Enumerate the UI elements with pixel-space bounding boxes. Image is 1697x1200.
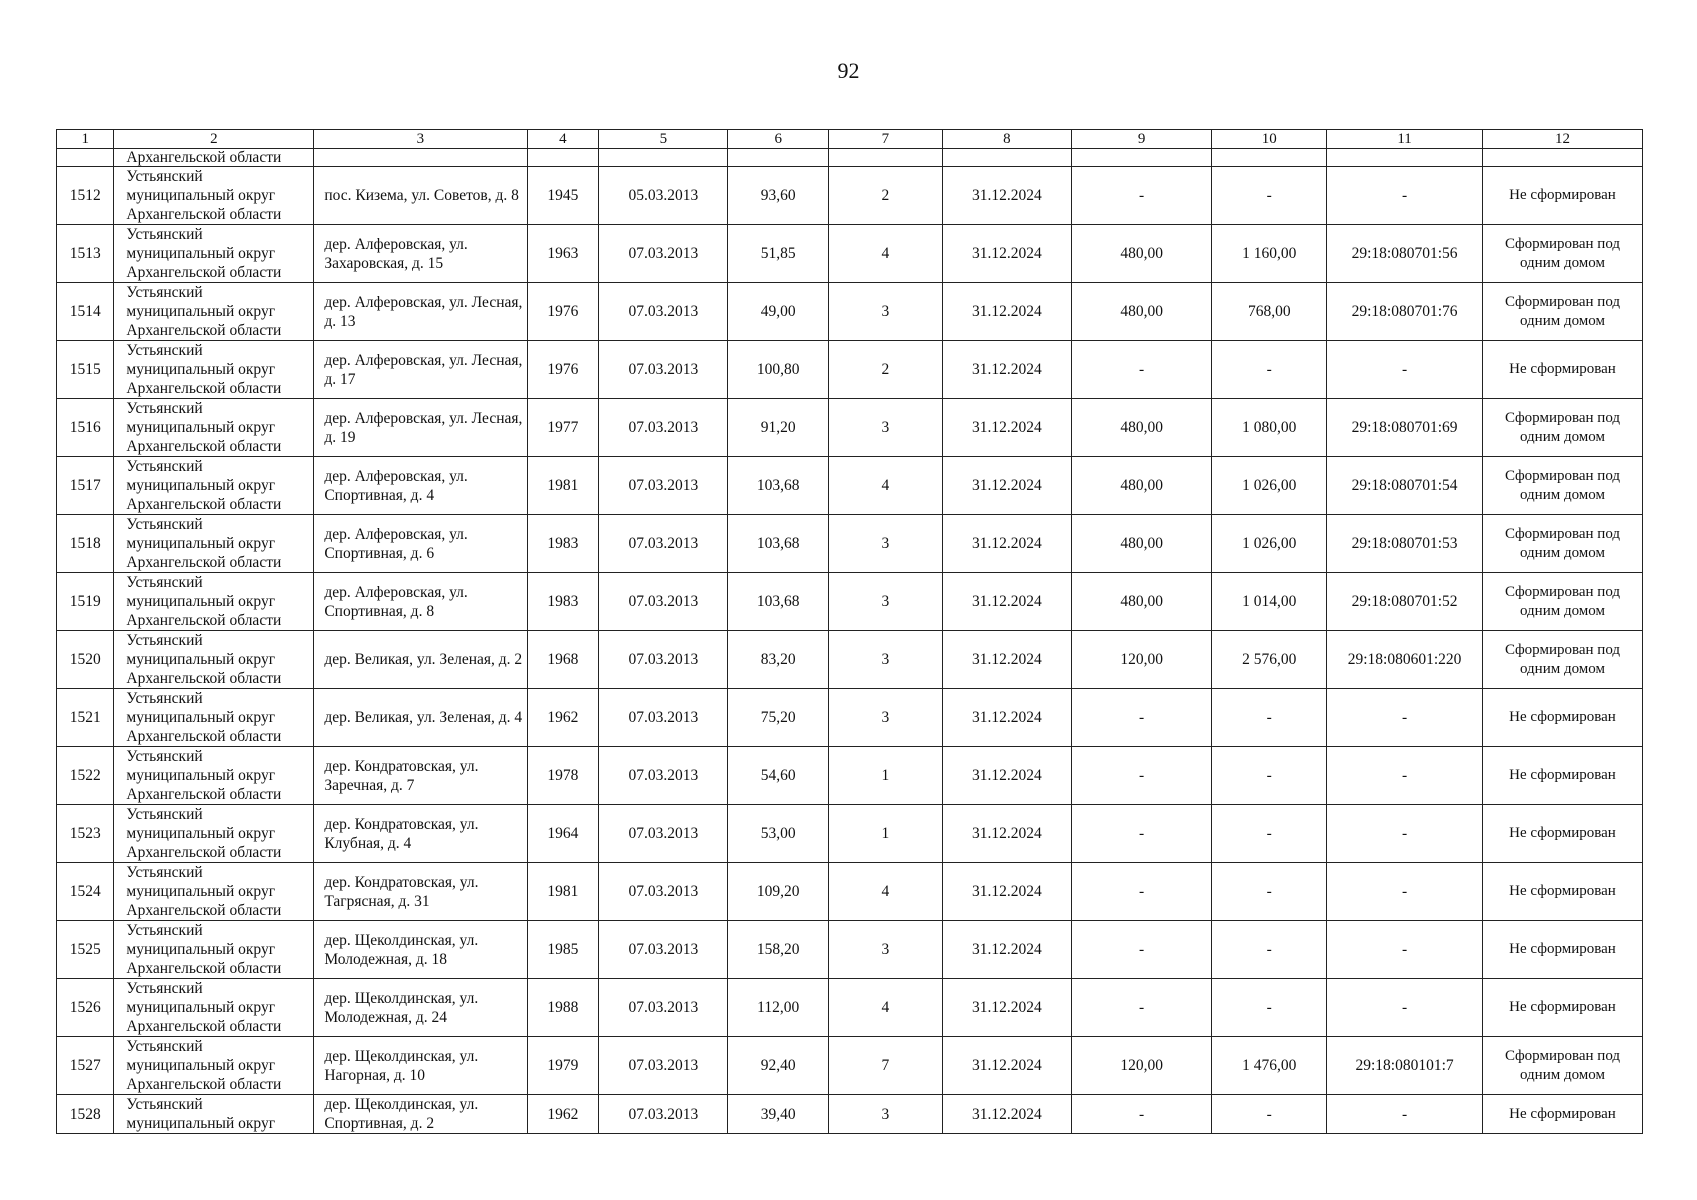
municipality-cell: Устьянский муниципальный округ Архангельской области	[114, 283, 314, 341]
value-cell: -	[1071, 863, 1211, 921]
count-cell: 3	[828, 921, 942, 979]
value-cell: -	[1212, 979, 1327, 1037]
area-cell: 53,00	[728, 805, 828, 863]
status-cell: Не сформирован	[1483, 341, 1643, 399]
address-cell: дер. Великая, ул. Зеленая, д. 2	[314, 631, 527, 689]
row-number-cell: 1516	[57, 399, 114, 457]
value-cell: 120,00	[1071, 1037, 1211, 1095]
value-cell: -	[1212, 689, 1327, 747]
year-cell: 1963	[527, 225, 599, 283]
table-cell	[599, 149, 728, 167]
year-cell: 1945	[527, 167, 599, 225]
value-cell: 1 026,00	[1212, 457, 1327, 515]
address-cell: дер. Кондратовская, ул. Тагрясная, д. 31	[314, 863, 527, 921]
table-cell	[1483, 149, 1643, 167]
date-cell: 07.03.2013	[599, 573, 728, 631]
value-cell: 1 014,00	[1212, 573, 1327, 631]
deadline-cell: 31.12.2024	[942, 283, 1071, 341]
status-cell: Сформирован под одним домом	[1483, 573, 1643, 631]
area-cell: 92,40	[728, 1037, 828, 1095]
municipality-cell: Устьянский муниципальный округ Архангельской области	[114, 689, 314, 747]
status-cell: Не сформирован	[1483, 979, 1643, 1037]
value-cell: 2 576,00	[1212, 631, 1327, 689]
address-cell: дер. Кондратовская, ул. Заречная, д. 7	[314, 747, 527, 805]
column-header: 7	[828, 130, 942, 149]
row-number-cell: 1519	[57, 573, 114, 631]
row-number-cell: 1523	[57, 805, 114, 863]
date-cell: 07.03.2013	[599, 805, 728, 863]
area-cell: 54,60	[728, 747, 828, 805]
municipality-cell: Устьянский муниципальный округ Архангельской области	[114, 515, 314, 573]
municipality-cell: Устьянский муниципальный округ Архангельской области	[114, 921, 314, 979]
cadastral-number-cell: 29:18:080701:53	[1327, 515, 1483, 573]
deadline-cell: 31.12.2024	[942, 1037, 1071, 1095]
table-row	[57, 515, 1643, 573]
table-cell	[1327, 149, 1483, 167]
area-cell: 93,60	[728, 167, 828, 225]
deadline-cell: 31.12.2024	[942, 747, 1071, 805]
count-cell: 3	[828, 283, 942, 341]
deadline-cell: 31.12.2024	[942, 573, 1071, 631]
date-cell: 07.03.2013	[599, 747, 728, 805]
address-cell: дер. Кондратовская, ул. Клубная, д. 4	[314, 805, 527, 863]
deadline-cell: 31.12.2024	[942, 341, 1071, 399]
row-number-cell: 1515	[57, 341, 114, 399]
table-row	[57, 921, 1643, 979]
municipality-cell: Устьянский муниципальный округ Архангельской области	[114, 573, 314, 631]
municipality-cell: Устьянский муниципальный округ Архангельской области	[114, 631, 314, 689]
cadastral-number-cell: 29:18:080701:69	[1327, 399, 1483, 457]
table-cell	[57, 149, 114, 167]
count-cell: 7	[828, 1037, 942, 1095]
year-cell: 1978	[527, 747, 599, 805]
value-cell: -	[1071, 805, 1211, 863]
status-cell: Не сформирован	[1483, 863, 1643, 921]
count-cell: 4	[828, 457, 942, 515]
column-header: 11	[1327, 130, 1483, 149]
municipality-cell: Устьянский муниципальный округ Архангельской области	[114, 399, 314, 457]
cadastral-number-cell: -	[1327, 1095, 1483, 1134]
status-cell: Не сформирован	[1483, 921, 1643, 979]
column-header: 5	[599, 130, 728, 149]
status-cell: Не сформирован	[1483, 805, 1643, 863]
status-cell: Сформирован под одним домом	[1483, 457, 1643, 515]
count-cell: 3	[828, 515, 942, 573]
year-cell: 1976	[527, 341, 599, 399]
address-cell: дер. Алферовская, ул. Спортивная, д. 6	[314, 515, 527, 573]
municipality-cell: Устьянский муниципальный округ Архангельской области	[114, 1037, 314, 1095]
cadastral-number-cell: 29:18:080701:76	[1327, 283, 1483, 341]
municipality-cell: Устьянский муниципальный округ Архангельской области	[114, 863, 314, 921]
table-cell	[527, 149, 599, 167]
value-cell: -	[1071, 747, 1211, 805]
table-row	[57, 1095, 1643, 1134]
address-cell: дер. Алферовская, ул. Захаровская, д. 15	[314, 225, 527, 283]
cadastral-number-cell: -	[1327, 689, 1483, 747]
count-cell: 3	[828, 1095, 942, 1134]
status-cell: Сформирован под одним домом	[1483, 399, 1643, 457]
table-row	[57, 573, 1643, 631]
value-cell: 768,00	[1212, 283, 1327, 341]
area-cell: 112,00	[728, 979, 828, 1037]
year-cell: 1964	[527, 805, 599, 863]
year-cell: 1968	[527, 631, 599, 689]
address-cell: дер. Алферовская, ул. Спортивная, д. 8	[314, 573, 527, 631]
year-cell: 1988	[527, 979, 599, 1037]
year-cell: 1976	[527, 283, 599, 341]
cadastral-number-cell: 29:18:080601:220	[1327, 631, 1483, 689]
column-header: 1	[57, 130, 114, 149]
table-cell	[828, 149, 942, 167]
row-number-cell: 1525	[57, 921, 114, 979]
area-cell: 103,68	[728, 515, 828, 573]
table-row	[57, 631, 1643, 689]
area-cell: 100,80	[728, 341, 828, 399]
status-cell: Сформирован под одним домом	[1483, 515, 1643, 573]
municipality-cell: Устьянский муниципальный округ Архангельской области	[114, 805, 314, 863]
cadastral-number-cell: -	[1327, 921, 1483, 979]
date-cell: 07.03.2013	[599, 399, 728, 457]
area-cell: 91,20	[728, 399, 828, 457]
table-cell	[1071, 149, 1211, 167]
value-cell: -	[1212, 1095, 1327, 1134]
deadline-cell: 31.12.2024	[942, 457, 1071, 515]
value-cell: 1 476,00	[1212, 1037, 1327, 1095]
value-cell: 480,00	[1071, 515, 1211, 573]
value-cell: 1 026,00	[1212, 515, 1327, 573]
housing-registry-table	[56, 129, 1643, 1134]
year-cell: 1979	[527, 1037, 599, 1095]
value-cell: -	[1212, 167, 1327, 225]
table-row	[57, 979, 1643, 1037]
year-cell: 1962	[527, 689, 599, 747]
row-number-cell: 1517	[57, 457, 114, 515]
address-cell: пос. Кизема, ул. Советов, д. 8	[314, 167, 527, 225]
row-number-cell: 1514	[57, 283, 114, 341]
table-row	[57, 457, 1643, 515]
count-cell: 1	[828, 747, 942, 805]
value-cell: -	[1212, 921, 1327, 979]
year-cell: 1983	[527, 573, 599, 631]
date-cell: 07.03.2013	[599, 283, 728, 341]
table-row	[57, 399, 1643, 457]
status-cell: Сформирован под одним домом	[1483, 1037, 1643, 1095]
address-cell: дер. Алферовская, ул. Лесная, д. 17	[314, 341, 527, 399]
address-cell: дер. Щеколдинская, ул. Молодежная, д. 24	[314, 979, 527, 1037]
value-cell: -	[1071, 341, 1211, 399]
cadastral-number-cell: -	[1327, 805, 1483, 863]
value-cell: 480,00	[1071, 283, 1211, 341]
table-cell	[1212, 149, 1327, 167]
cadastral-number-cell: -	[1327, 863, 1483, 921]
value-cell: -	[1212, 747, 1327, 805]
column-header: 4	[527, 130, 599, 149]
table-row	[57, 689, 1643, 747]
deadline-cell: 31.12.2024	[942, 225, 1071, 283]
value-cell: 1 160,00	[1212, 225, 1327, 283]
address-cell: дер. Щеколдинская, ул. Нагорная, д. 10	[314, 1037, 527, 1095]
address-cell: дер. Великая, ул. Зеленая, д. 4	[314, 689, 527, 747]
column-header: 8	[942, 130, 1071, 149]
date-cell: 07.03.2013	[599, 689, 728, 747]
date-cell: 05.03.2013	[599, 167, 728, 225]
date-cell: 07.03.2013	[599, 979, 728, 1037]
value-cell: -	[1071, 689, 1211, 747]
date-cell: 07.03.2013	[599, 341, 728, 399]
cadastral-number-cell: -	[1327, 747, 1483, 805]
status-cell: Не сформирован	[1483, 747, 1643, 805]
table-row	[57, 283, 1643, 341]
table-row	[57, 805, 1643, 863]
deadline-cell: 31.12.2024	[942, 689, 1071, 747]
cadastral-number-cell: -	[1327, 167, 1483, 225]
count-cell: 2	[828, 341, 942, 399]
municipality-cell: Устьянский муниципальный округ Архангельской области	[114, 457, 314, 515]
date-cell: 07.03.2013	[599, 225, 728, 283]
deadline-cell: 31.12.2024	[942, 805, 1071, 863]
date-cell: 07.03.2013	[599, 1095, 728, 1134]
count-cell: 3	[828, 399, 942, 457]
count-cell: 4	[828, 979, 942, 1037]
value-cell: 480,00	[1071, 457, 1211, 515]
municipality-cell: Устьянский муниципальный округ Архангельской области	[114, 979, 314, 1037]
table-row	[57, 1037, 1643, 1095]
date-cell: 07.03.2013	[599, 921, 728, 979]
area-cell: 75,20	[728, 689, 828, 747]
row-number-cell: 1524	[57, 863, 114, 921]
value-cell: 120,00	[1071, 631, 1211, 689]
year-cell: 1981	[527, 863, 599, 921]
area-cell: 103,68	[728, 457, 828, 515]
address-cell: дер. Алферовская, ул. Спортивная, д. 4	[314, 457, 527, 515]
column-header: 3	[314, 130, 527, 149]
year-cell: 1962	[527, 1095, 599, 1134]
year-cell: 1985	[527, 921, 599, 979]
municipality-cell: Устьянский муниципальный округ	[114, 1095, 314, 1134]
row-number-cell: 1528	[57, 1095, 114, 1134]
value-cell: 480,00	[1071, 399, 1211, 457]
cadastral-number-cell: 29:18:080101:7	[1327, 1037, 1483, 1095]
table-row	[57, 167, 1643, 225]
year-cell: 1983	[527, 515, 599, 573]
date-cell: 07.03.2013	[599, 1037, 728, 1095]
deadline-cell: 31.12.2024	[942, 399, 1071, 457]
address-cell: дер. Алферовская, ул. Лесная, д. 13	[314, 283, 527, 341]
value-cell: -	[1071, 1095, 1211, 1134]
municipality-cell: Устьянский муниципальный округ Архангельской области	[114, 747, 314, 805]
page-number: 92	[837, 58, 860, 83]
status-cell: Сформирован под одним домом	[1483, 631, 1643, 689]
count-cell: 4	[828, 225, 942, 283]
value-cell: -	[1212, 805, 1327, 863]
deadline-cell: 31.12.2024	[942, 979, 1071, 1037]
row-number-cell: 1518	[57, 515, 114, 573]
table-row	[57, 747, 1643, 805]
deadline-cell: 31.12.2024	[942, 631, 1071, 689]
row-number-cell: 1512	[57, 167, 114, 225]
area-cell: 83,20	[728, 631, 828, 689]
count-cell: 1	[828, 805, 942, 863]
cadastral-number-cell: 29:18:080701:52	[1327, 573, 1483, 631]
count-cell: 3	[828, 631, 942, 689]
cadastral-number-cell: -	[1327, 341, 1483, 399]
row-number-cell: 1526	[57, 979, 114, 1037]
date-cell: 07.03.2013	[599, 515, 728, 573]
date-cell: 07.03.2013	[599, 863, 728, 921]
column-header: 10	[1212, 130, 1327, 149]
continuation-row	[57, 149, 1643, 167]
column-header: 12	[1483, 130, 1643, 149]
value-cell: -	[1071, 921, 1211, 979]
area-cell: 109,20	[728, 863, 828, 921]
municipality-cell: Архангельской области	[114, 149, 314, 167]
row-number-cell: 1521	[57, 689, 114, 747]
deadline-cell: 31.12.2024	[942, 1095, 1071, 1134]
table-row	[57, 863, 1643, 921]
column-header: 9	[1071, 130, 1211, 149]
date-cell: 07.03.2013	[599, 631, 728, 689]
row-number-cell: 1513	[57, 225, 114, 283]
status-cell: Не сформирован	[1483, 167, 1643, 225]
table-row	[57, 341, 1643, 399]
deadline-cell: 31.12.2024	[942, 167, 1071, 225]
table-row	[57, 225, 1643, 283]
status-cell: Сформирован под одним домом	[1483, 283, 1643, 341]
count-cell: 3	[828, 573, 942, 631]
value-cell: -	[1071, 167, 1211, 225]
table-cell	[942, 149, 1071, 167]
year-cell: 1977	[527, 399, 599, 457]
status-cell: Сформирован под одним домом	[1483, 225, 1643, 283]
address-cell: дер. Алферовская, ул. Лесная, д. 19	[314, 399, 527, 457]
value-cell: 480,00	[1071, 225, 1211, 283]
column-header: 2	[114, 130, 314, 149]
column-number-header	[57, 130, 1643, 149]
value-cell: -	[1212, 863, 1327, 921]
row-number-cell: 1527	[57, 1037, 114, 1095]
value-cell: -	[1071, 979, 1211, 1037]
cadastral-number-cell: -	[1327, 979, 1483, 1037]
status-cell: Не сформирован	[1483, 689, 1643, 747]
row-number-cell: 1520	[57, 631, 114, 689]
address-cell: дер. Щеколдинская, ул. Молодежная, д. 18	[314, 921, 527, 979]
municipality-cell: Устьянский муниципальный округ Архангельской области	[114, 167, 314, 225]
deadline-cell: 31.12.2024	[942, 863, 1071, 921]
municipality-cell: Устьянский муниципальный округ Архангельской области	[114, 225, 314, 283]
cadastral-number-cell: 29:18:080701:56	[1327, 225, 1483, 283]
value-cell: 1 080,00	[1212, 399, 1327, 457]
area-cell: 158,20	[728, 921, 828, 979]
deadline-cell: 31.12.2024	[942, 515, 1071, 573]
count-cell: 2	[828, 167, 942, 225]
status-cell: Не сформирован	[1483, 1095, 1643, 1134]
municipality-cell: Устьянский муниципальный округ Архангельской области	[114, 341, 314, 399]
row-number-cell: 1522	[57, 747, 114, 805]
value-cell: 480,00	[1071, 573, 1211, 631]
year-cell: 1981	[527, 457, 599, 515]
value-cell: -	[1212, 341, 1327, 399]
date-cell: 07.03.2013	[599, 457, 728, 515]
area-cell: 103,68	[728, 573, 828, 631]
deadline-cell: 31.12.2024	[942, 921, 1071, 979]
column-header: 6	[728, 130, 828, 149]
area-cell: 49,00	[728, 283, 828, 341]
cadastral-number-cell: 29:18:080701:54	[1327, 457, 1483, 515]
address-cell: дер. Щеколдинская, ул. Спортивная, д. 2	[314, 1095, 527, 1134]
count-cell: 4	[828, 863, 942, 921]
area-cell: 51,85	[728, 225, 828, 283]
count-cell: 3	[828, 689, 942, 747]
table-cell	[314, 149, 527, 167]
area-cell: 39,40	[728, 1095, 828, 1134]
table-cell	[728, 149, 828, 167]
